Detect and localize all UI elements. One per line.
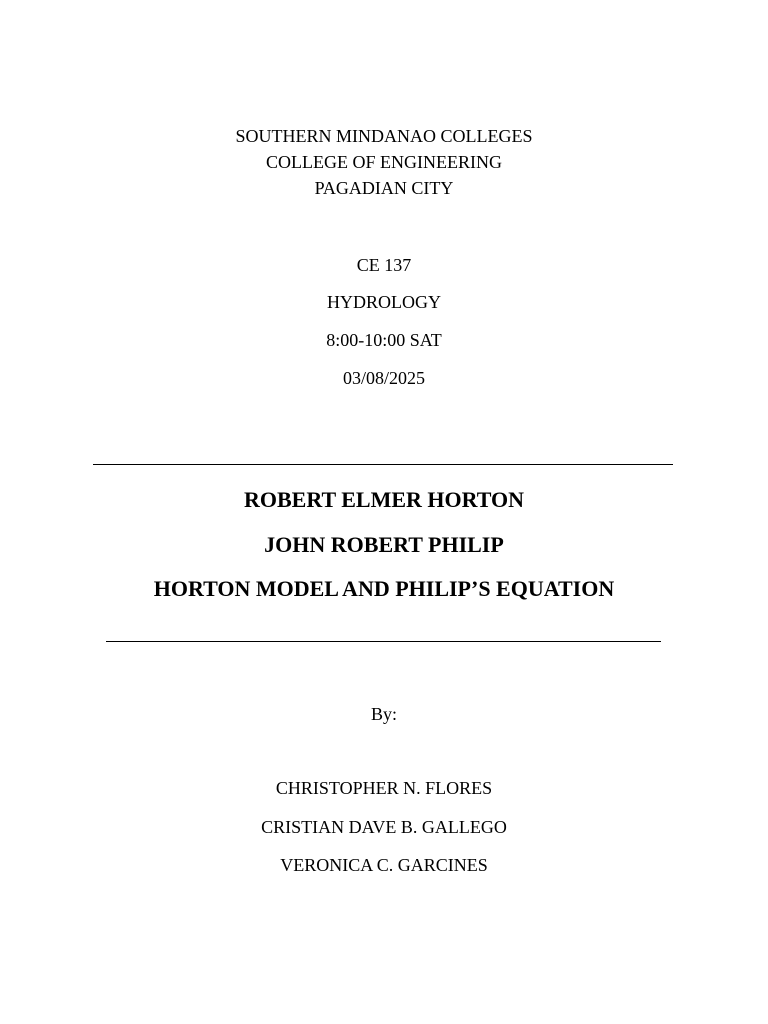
title-line-2: JOHN ROBERT PHILIP bbox=[264, 532, 504, 557]
title-line-1: ROBERT ELMER HORTON bbox=[243, 487, 525, 512]
city-name: PAGADIAN CITY bbox=[314, 178, 454, 198]
course-schedule: 8:00-10:00 SAT bbox=[326, 330, 442, 350]
bottom-divider bbox=[106, 641, 661, 642]
author-name: CHRISTOPHER N. FLORES bbox=[275, 778, 493, 798]
college-name: COLLEGE OF ENGINEERING bbox=[266, 152, 502, 172]
submission-date: 03/08/2025 bbox=[342, 368, 425, 388]
institution-name: SOUTHERN MINDANAO COLLEGES bbox=[235, 126, 533, 146]
title-line-3: HORTON MODEL AND PHILIP’S EQUATION bbox=[153, 576, 615, 601]
course-code: CE 137 bbox=[356, 255, 412, 275]
author-name: CRISTIAN DAVE B. GALLEGO bbox=[261, 817, 507, 837]
course-name: HYDROLOGY bbox=[327, 292, 441, 312]
author-name: VERONICA C. GARCINES bbox=[280, 855, 488, 875]
by-label: By: bbox=[370, 704, 397, 724]
top-divider bbox=[93, 464, 673, 465]
